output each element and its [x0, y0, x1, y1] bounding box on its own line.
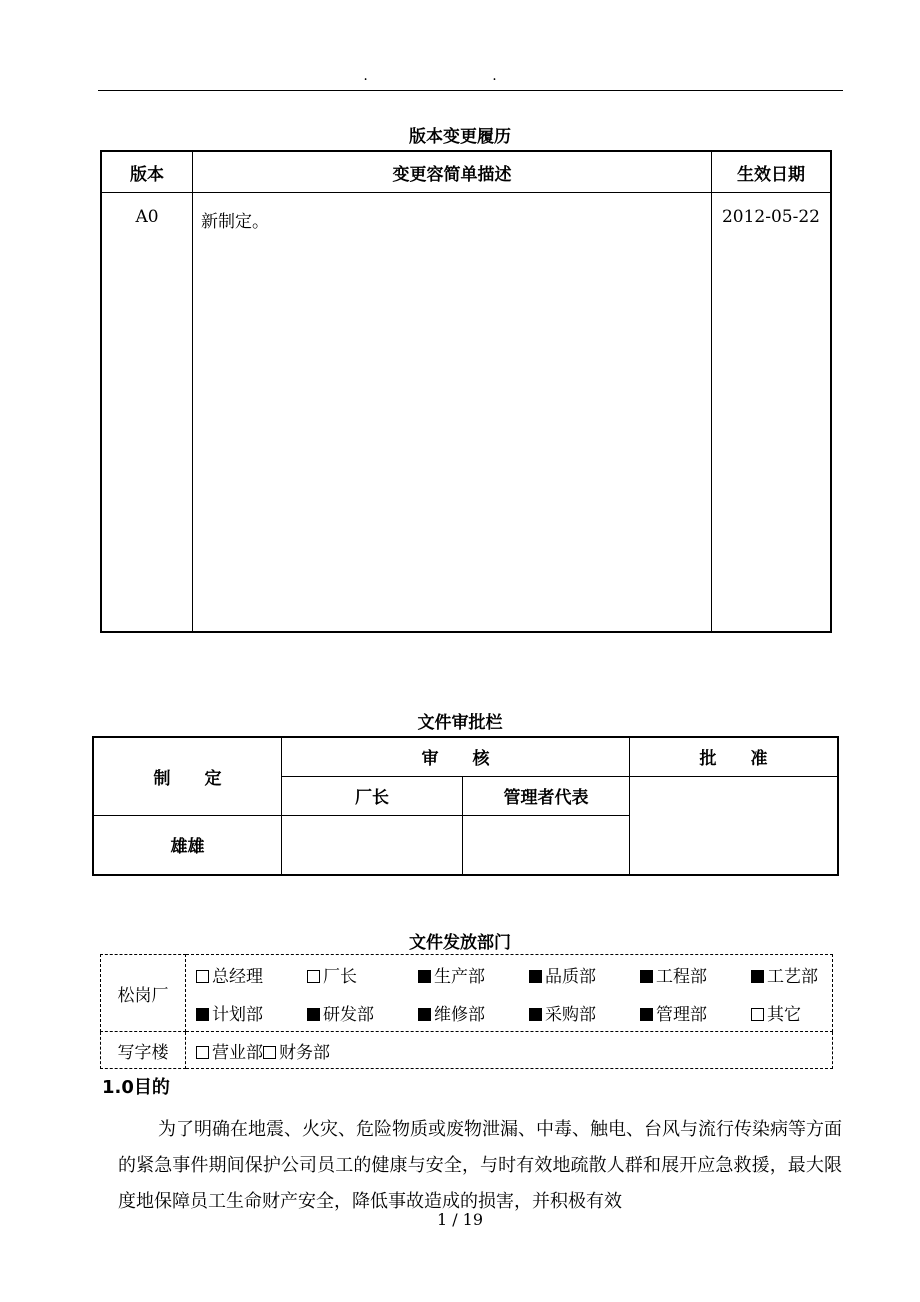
col-date: 生效日期 — [712, 151, 832, 193]
checked-box-icon — [640, 970, 653, 983]
page-number: 1 / 19 — [436, 1210, 484, 1229]
checkbox-item[interactable]: 厂长 — [307, 962, 418, 987]
header-dots: . . — [363, 68, 557, 84]
checked-box-icon — [640, 1008, 653, 1021]
checkbox-icon — [307, 970, 320, 983]
checkbox-icon — [196, 1046, 209, 1059]
checkbox-item[interactable]: 维修部 — [418, 1000, 529, 1025]
checked-box-icon — [196, 1008, 209, 1021]
review-label: 审 核 — [282, 737, 630, 776]
checkbox-item[interactable]: 财务部 — [263, 1038, 330, 1063]
checkbox-item[interactable]: 生产部 — [418, 962, 529, 987]
site-name: 松岗厂 — [101, 955, 186, 1032]
distribution-title: 文件发放部门 — [409, 933, 511, 953]
site-row — [101, 1032, 833, 1069]
make-label: 制 定 — [93, 737, 282, 815]
checkbox-item[interactable]: 管理部 — [640, 1000, 751, 1025]
version-cell: A0 — [101, 193, 193, 633]
checked-box-icon — [529, 970, 542, 983]
checkbox-item[interactable]: 采购部 — [529, 1000, 640, 1025]
checked-box-icon — [529, 1008, 542, 1021]
checkbox-icon — [751, 1008, 764, 1021]
checkbox-item[interactable]: 其它 — [751, 1000, 801, 1025]
checked-box-icon — [418, 970, 431, 983]
description-cell: 新制定。 — [193, 193, 712, 633]
factory-manager-sign-cell — [282, 815, 463, 875]
history-title: 版本变更履历 — [409, 127, 511, 147]
approval-table — [92, 736, 839, 876]
management-rep-sign-cell — [463, 815, 630, 875]
checked-box-icon — [751, 970, 764, 983]
checkbox-item[interactable]: 营业部 — [196, 1038, 263, 1063]
section-heading: 1.0目的 — [102, 1077, 170, 1098]
section-body — [118, 1112, 842, 1220]
option-row — [186, 993, 832, 1031]
col-version: 版本 — [101, 151, 193, 193]
maker-name: 雄雄 — [93, 815, 282, 875]
checkbox-icon — [196, 970, 209, 983]
paragraph: 为了明确在地震、火灾、危险物质或废物泄漏、中毒、触电、台风与流行传染病等方面的紧急事件期间保护公司员工的健康与安全，与时有效地疏散人群和展开应急救援，最大限度地保障员工生命财产安全，降低事故造成的损害，并积极有效 — [118, 1119, 842, 1212]
checkbox-item[interactable]: 工程部 — [640, 962, 751, 987]
approval-title: 文件审批栏 — [417, 713, 503, 733]
checkbox-item[interactable]: 工艺部 — [751, 962, 818, 987]
checked-box-icon — [418, 1008, 431, 1021]
checkbox-item[interactable]: 总经理 — [196, 962, 307, 987]
site-options — [186, 955, 833, 1032]
site-options — [186, 1032, 833, 1069]
header-rule — [98, 90, 843, 91]
checkbox-item[interactable]: 品质部 — [529, 962, 640, 987]
checked-box-icon — [307, 1008, 320, 1021]
history-header-row — [101, 151, 831, 193]
site-row — [101, 955, 833, 1032]
approve-label: 批 准 — [630, 737, 839, 776]
site-name: 写字楼 — [101, 1032, 186, 1069]
checkbox-item[interactable]: 研发部 — [307, 1000, 418, 1025]
option-row — [186, 1032, 832, 1068]
checkbox-item[interactable]: 计划部 — [196, 1000, 307, 1025]
date-cell: 2012-05-22 — [712, 193, 832, 633]
review-management-rep: 管理者代表 — [463, 776, 630, 815]
checkbox-icon — [263, 1046, 276, 1059]
col-description: 变更容简单描述 — [193, 151, 712, 193]
history-table — [100, 150, 832, 633]
distribution-table — [100, 954, 833, 1069]
review-factory-manager: 厂长 — [282, 776, 463, 815]
approve-sign-cell — [630, 776, 839, 875]
option-row — [186, 955, 832, 993]
table-row — [101, 193, 831, 633]
